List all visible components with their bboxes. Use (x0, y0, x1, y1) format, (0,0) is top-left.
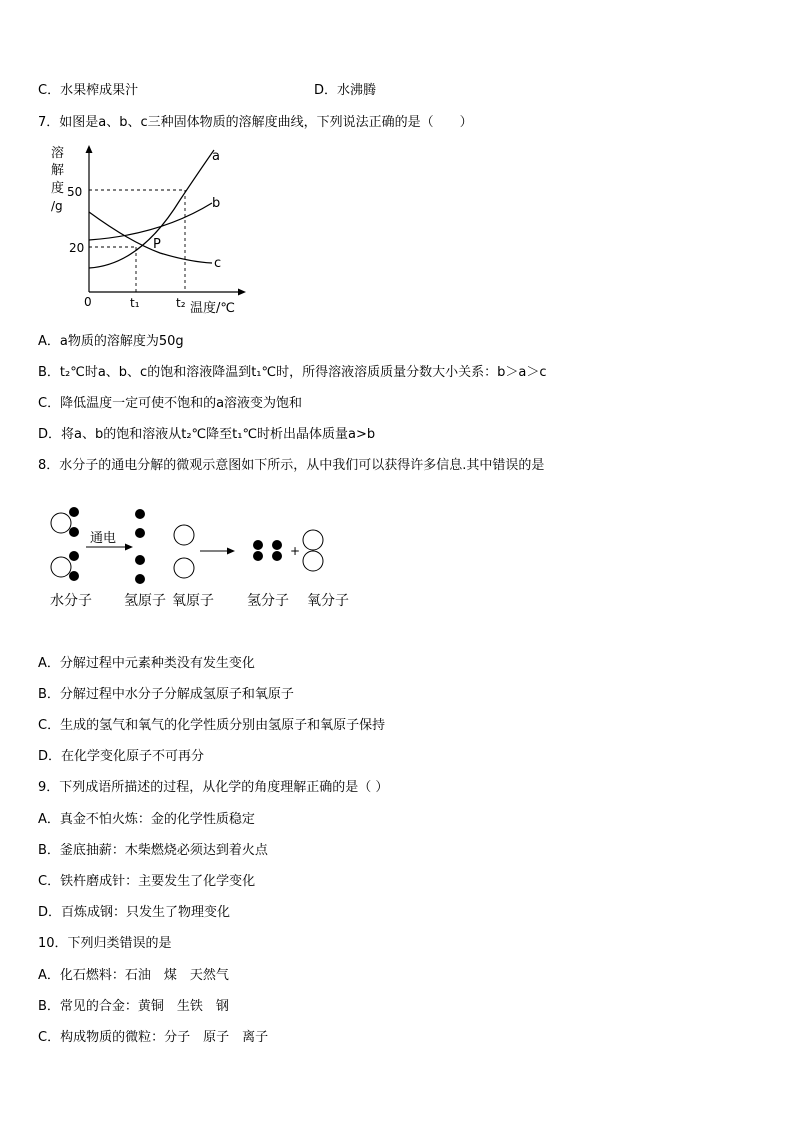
hydrogen-molecule-2 (272, 540, 282, 561)
curve-label-a: a (212, 149, 220, 164)
q8-stem: 8．水分子的通电分解的微观示意图如下所示，从中我们可以获得许多信息.其中错误的是 (38, 458, 545, 473)
q8-option-a: A．分解过程中元素种类没有发生变化 (38, 656, 255, 671)
reaction-arrow-1-head (125, 544, 133, 551)
curve-a (89, 150, 214, 268)
oxygen-molecule (303, 530, 323, 571)
oxygen-atom (174, 525, 194, 545)
q6-option-d: D．水沸腾 (314, 83, 377, 98)
q6-option-c: C．水果榨成果汁 (38, 83, 139, 98)
q8-option-b: B．分解过程中水分子分解成氢原子和氧原子 (38, 687, 294, 702)
y-axis-arrow (86, 145, 93, 153)
curve-b (89, 203, 212, 240)
water-electrolysis-diagram (40, 498, 380, 618)
q9-option-d: D．百炼成钢：只发生了物理变化 (38, 905, 231, 920)
q10-option-a: A．化石燃料：石油 煤 天然气 (38, 968, 229, 983)
oxygen-atom (174, 558, 194, 578)
reaction-arrow-2-head (227, 548, 235, 555)
x-tick-t2: t₂ (176, 296, 186, 310)
q8-option-c: C．生成的氢气和氧气的化学性质分别由氢原子和氧原子保持 (38, 718, 386, 733)
q9-option-c: C．铁杵磨成针：主要发生了化学变化 (38, 874, 256, 889)
q7-option-a: A．a物质的溶解度为50g (38, 334, 184, 349)
curve-label-b: b (212, 196, 221, 211)
q9-option-a: A．真金不怕火炼：金的化学性质稳定 (38, 812, 255, 827)
ylabel-char-2: 解 (51, 163, 65, 178)
q8-option-d: D．在化学变化原子不可再分 (38, 749, 205, 764)
hydrogen-atom (135, 528, 145, 538)
water-molecule-2 (51, 551, 79, 581)
water-molecule-1 (51, 507, 79, 537)
ylabel-char-4: /g (51, 199, 63, 213)
label-water-molecule: 水分子 (50, 593, 92, 609)
solubility-chart (40, 140, 250, 320)
x-axis-arrow (238, 289, 246, 296)
ylabel-char-1: 溶 (51, 146, 65, 161)
q10-option-b: B．常见的合金：黄铜 生铁 钢 (38, 999, 229, 1014)
q7-option-d: D．将a、b的饱和溶液从t₂℃降至t₁℃时析出晶体质量a>b (38, 427, 376, 442)
x-axis-label: 温度/℃ (190, 301, 235, 316)
y-tick-20: 20 (69, 241, 85, 255)
y-tick-50: 50 (67, 185, 83, 199)
label-oxygen-atom: 氧原子 (172, 593, 214, 609)
hydrogen-molecule-1 (253, 540, 263, 561)
origin-label: 0 (84, 295, 92, 309)
point-label-p: P (153, 237, 161, 252)
q10-option-c: C．构成物质的微粒：分子 原子 离子 (38, 1030, 269, 1045)
q10-stem: 10．下列归类错误的是 (38, 936, 172, 951)
x-tick-t1: t₁ (130, 296, 140, 310)
q7-option-b: B．t₂℃时a、b、c的饱和溶液降温到t₁℃时，所得溶液溶质质量分数大小关系：b＞a＞c (38, 365, 547, 380)
arrow-label: 通电 (90, 531, 117, 546)
q9-option-b: B．釜底抽薪：木柴燃烧必须达到着火点 (38, 843, 268, 858)
hydrogen-atom (135, 574, 145, 584)
label-hydrogen-molecule: 氢分子 (247, 593, 289, 609)
q7-stem: 7．如图是a、b、c三种固体物质的溶解度曲线，下列说法正确的是（ ） (38, 115, 473, 130)
hydrogen-atom (135, 555, 145, 565)
label-hydrogen-atom: 氢原子 (124, 593, 166, 609)
curve-label-c: c (214, 256, 222, 271)
hydrogen-atom (135, 509, 145, 519)
q7-option-c: C．降低温度一定可使不饱和的a溶液变为饱和 (38, 396, 303, 411)
q9-stem: 9．下列成语所描述的过程，从化学的角度理解正确的是（ ） (38, 780, 389, 795)
label-oxygen-molecule: 氧分子 (307, 593, 349, 609)
ylabel-char-3: 度 (51, 181, 65, 196)
plus-sign: + (290, 544, 301, 558)
